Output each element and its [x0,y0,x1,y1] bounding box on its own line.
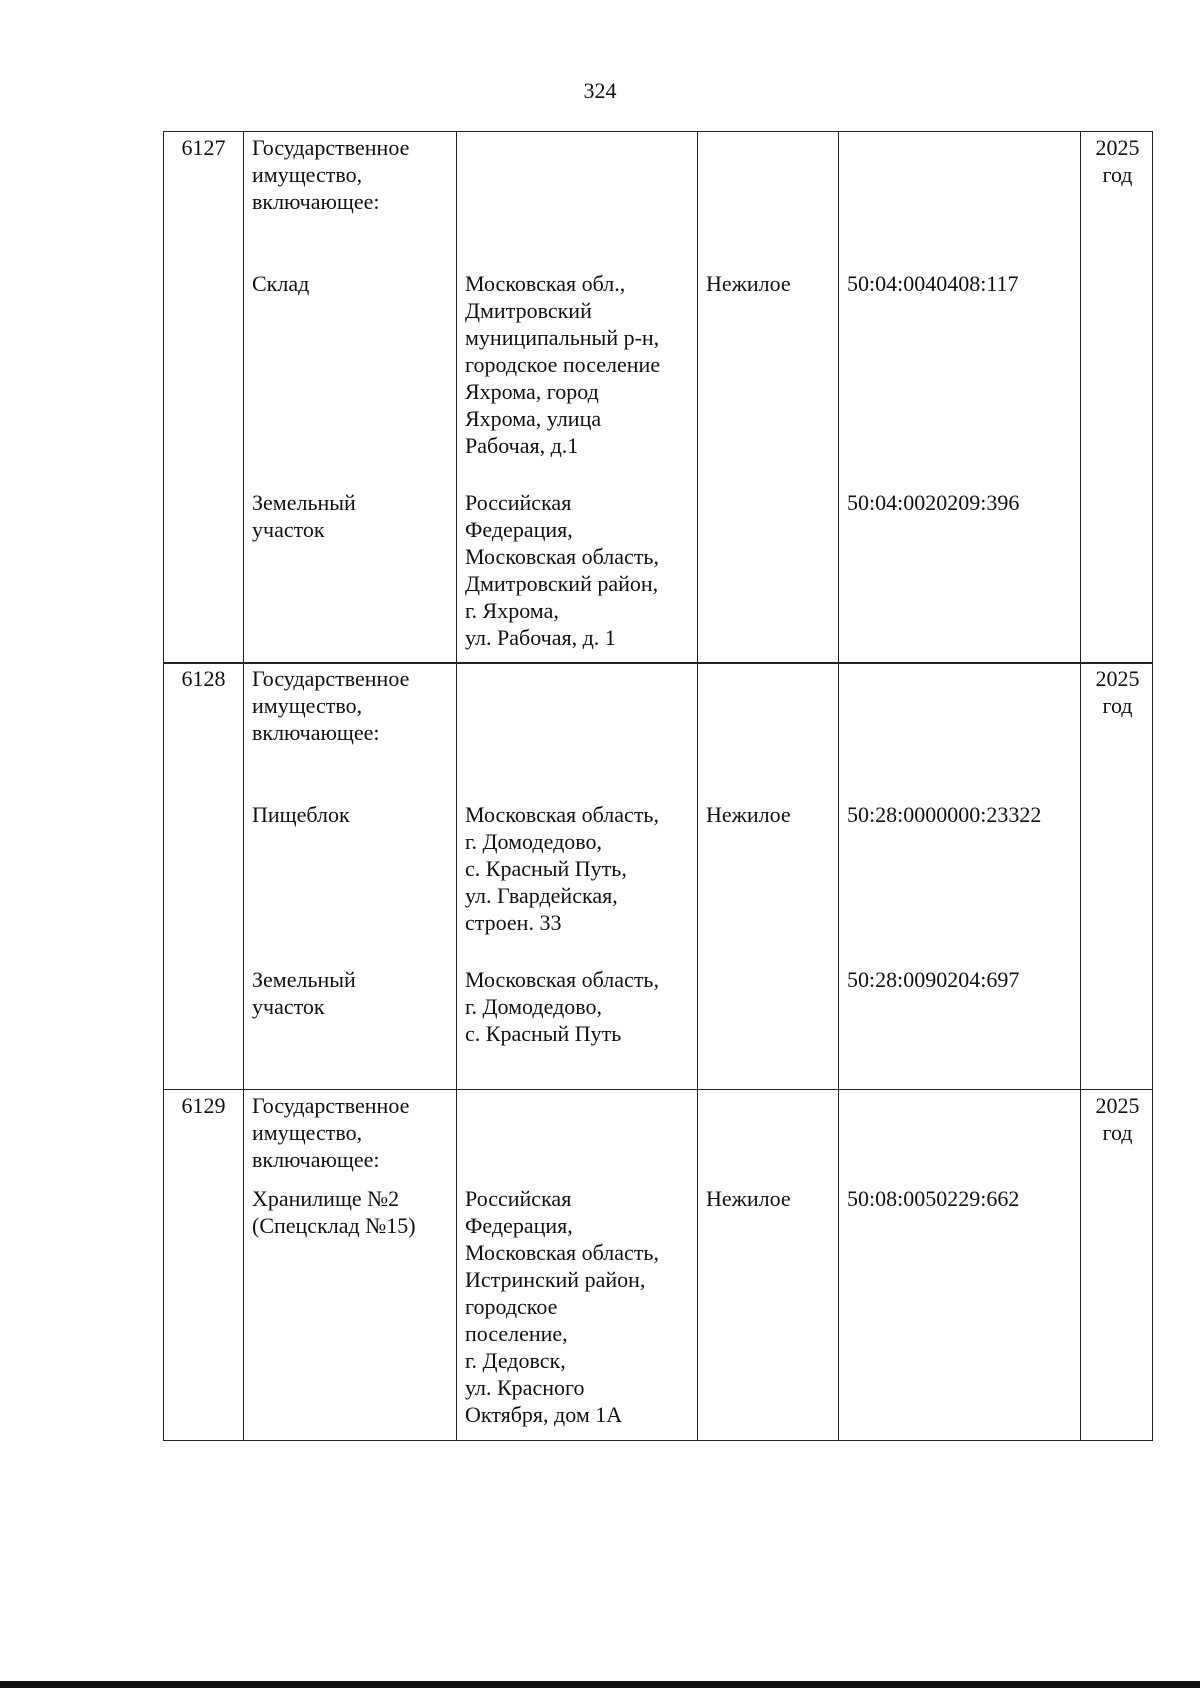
row-bottom-space [847,651,1072,661]
group-header-line: Государственное [252,134,410,160]
item-name-line: Склад [252,270,310,296]
item-address-line: ул. Красного [465,1374,585,1400]
item-type-text: Нежилое [706,270,791,296]
row-bottom-space [465,1428,689,1438]
year-text: год [1102,1119,1133,1145]
item-address-line: Российская [465,489,572,515]
item-address-line: строен. 33 [465,910,562,935]
item-cadastral [847,801,1072,936]
item-address-line: г. Домодедово, [465,829,603,854]
item-name-line: Земельный [252,967,356,992]
entry-number: 6128 [181,666,226,691]
item-name [252,270,448,459]
type-cell [697,663,838,1089]
item-address-line: Дмитровский [465,297,592,323]
year-text: год [1102,161,1133,187]
item-address-line: ул. Рабочая, д. 1 [465,624,616,650]
item-address-line: Московская область, [465,802,659,827]
cadastral-number: 50:04:0020209:396 [847,489,1020,515]
item-address [465,801,689,936]
property-table [163,132,1153,1441]
group-header-line: имущество, [252,161,363,187]
row-bottom-space [706,1047,830,1087]
year-text: 2025 [1095,666,1140,691]
item-type-text: Нежилое [706,802,791,827]
page-bottom-rule [0,1681,1200,1688]
row-bottom-space [706,651,830,661]
item-name [252,801,448,936]
item-address-line: поселение, [465,1320,568,1346]
item-address-line: Федерация, [465,516,573,542]
year-cell [1080,132,1154,663]
year-text: 2025 [1095,1092,1140,1118]
row-bottom-space [465,1047,689,1087]
item-address [465,270,689,459]
item-address-line: г. Домодедово, [465,994,603,1019]
item-address-line: Московская обл., [465,270,626,296]
group-header-line: включающее: [252,188,380,214]
group-header-line: включающее: [252,1146,380,1172]
group-header-line: Государственное [252,1092,410,1118]
item-address-line: Московская область, [465,1239,659,1265]
item-address-line: г. Дедовск, [465,1347,566,1373]
cadastral-number: 50:28:0090204:697 [847,967,1020,992]
item-address-line: городское [465,1293,558,1319]
year-cell [1080,1090,1154,1440]
item-type [706,270,830,459]
item-address-line: Московская область, [465,543,659,569]
entry-number-cell [164,132,243,663]
group-header [252,665,448,746]
cadastral-cell [838,1090,1080,1440]
table-row [163,131,1153,664]
name-cell [243,132,456,663]
cadastral-number: 50:04:0040408:117 [847,270,1019,296]
entry-number: 6129 [181,1092,226,1118]
cadastral-cell [838,132,1080,663]
entry-number-cell [164,663,243,1089]
address-cell [456,1090,697,1440]
item-address-line: Дмитровский район, [465,570,659,596]
year-cell [1080,663,1154,1089]
item-name [252,489,448,651]
item-address-line: Рабочая, д.1 [465,432,579,458]
item-address-line: с. Красный Путь [465,1021,622,1046]
item-address-line: Яхрома, улица [465,405,602,431]
cadastral-number: 50:28:0000000:23322 [847,802,1042,827]
item-name [252,966,448,1047]
group-header [252,134,448,215]
cadastral-number: 50:08:0050229:662 [847,1185,1020,1211]
row-bottom-space [252,651,448,661]
entry-number: 6127 [181,134,226,160]
item-name-line: участок [252,516,325,542]
group-header [252,1092,448,1173]
item-cadastral [847,966,1072,1047]
item-cadastral [847,489,1072,651]
item-type [706,966,830,1047]
item-name-line: (Спецсклад №15) [252,1212,416,1238]
row-bottom-space [847,1047,1072,1087]
item-address-line: Октября, дом 1А [465,1401,623,1427]
item-address-line: с. Красный Путь, [465,856,627,881]
item-type [706,489,830,651]
item-type [706,801,830,936]
item-cadastral [847,270,1072,459]
address-cell [456,663,697,1089]
item-address-line: Федерация, [465,1212,573,1238]
item-cadastral [847,1185,1072,1428]
item-address-line: г. Яхрома, [465,597,559,623]
item-address-line: Яхрома, город [465,378,599,404]
table-row [163,662,1153,1090]
year-text: год [1102,693,1133,718]
cadastral-cell [838,663,1080,1089]
item-address [465,966,689,1047]
row-bottom-space [847,1428,1072,1438]
item-address-line: Истринский район, [465,1266,646,1292]
item-type [706,1185,830,1428]
item-address [465,489,689,651]
type-cell [697,132,838,663]
row-bottom-space [706,1428,830,1438]
group-header-line: Государственное [252,666,410,691]
group-header-line: включающее: [252,720,380,745]
item-type-text: Нежилое [706,1185,791,1211]
page-number: 324 [583,78,617,103]
item-address [465,1185,689,1428]
item-address-line: ул. Гвардейская, [465,883,618,908]
item-address-line: муниципальный р-н, [465,324,660,350]
item-name [252,1185,448,1428]
address-cell [456,132,697,663]
item-name-line: Пищеблок [252,802,350,827]
item-name-line: участок [252,994,325,1019]
row-bottom-space [252,1428,448,1438]
group-header-line: имущество, [252,693,363,718]
group-header-line: имущество, [252,1119,363,1145]
item-name-line: Земельный [252,489,356,515]
type-cell [697,1090,838,1440]
table-row [163,1089,1153,1441]
name-cell [243,1090,456,1440]
item-name-line: Хранилище №2 [252,1185,400,1211]
row-bottom-space [465,651,689,661]
entry-number-cell [164,1090,243,1440]
year-text: 2025 [1095,134,1140,160]
item-address-line: Российская [465,1185,572,1211]
item-address-line: Московская область, [465,967,659,992]
item-address-line: городское поселение [465,351,661,377]
name-cell [243,663,456,1089]
row-bottom-space [252,1047,448,1087]
